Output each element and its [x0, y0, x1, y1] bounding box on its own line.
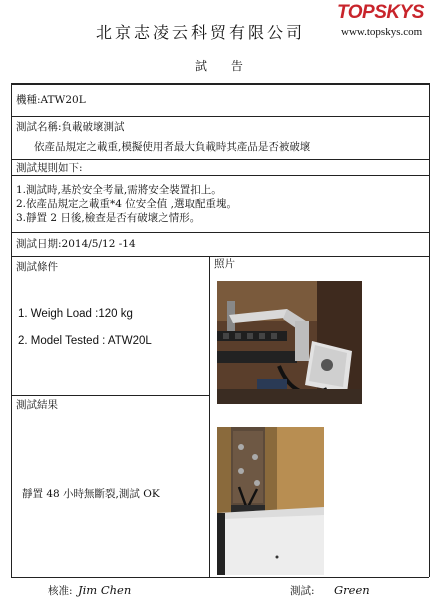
test-name-label: 測試名稱: [16, 121, 62, 133]
rule-top-double [11, 84, 429, 85]
rule-rules-bottom [11, 232, 429, 233]
rule-item-2: 2.依產品規定之載重*4 位安全值 ,選取配重塊。 [16, 198, 237, 210]
test-date-row [16, 238, 136, 251]
logo-wordmark: TOPSKYS [337, 2, 424, 23]
conditions-heading: 測試條件 [16, 261, 58, 273]
rule-rules-heading-bottom [11, 175, 429, 176]
rule-testname-bottom [11, 159, 429, 160]
model-row [16, 94, 86, 107]
approve-label: 核准: [48, 585, 73, 597]
model-label: 機種: [16, 94, 41, 106]
rule-middle [209, 256, 210, 577]
company-url: www.topskys.com [341, 26, 423, 38]
condition-item-1: 1. Weigh Load :120 kg [18, 308, 133, 320]
rules-heading: 測試規則如下: [16, 162, 83, 174]
test-name-value: 負載破壞測試 [61, 121, 125, 133]
rule-left [11, 83, 12, 577]
result-text: 靜置 48 小時無斷裂,測試 OK [22, 488, 160, 500]
tester-label: 測試: [290, 585, 315, 597]
company-name: 北京志凌云科贸有限公司 [96, 23, 306, 42]
model-value: ATW20L [40, 94, 86, 106]
topskys-logo [337, 2, 435, 42]
test-date-value: 2014/5/12 -14 [61, 238, 136, 250]
report-title: 試 告 [195, 59, 253, 73]
test-photo-load [217, 427, 324, 575]
rule-item-3: 3.靜置 2 日後,檢查是否有破壞之情形。 [16, 212, 201, 224]
test-description: 依產品規定之載重,模擬使用者最大負載時其產品是否被破壞 [34, 141, 311, 153]
rule-model-bottom [11, 116, 429, 117]
test-date-label: 測試日期: [16, 238, 62, 250]
test-photo-arm [217, 281, 362, 404]
photos-heading: 照片 [214, 258, 235, 270]
rule-table-bottom [11, 577, 429, 578]
result-heading: 測試結果 [16, 399, 58, 411]
test-name-row [16, 121, 125, 134]
rule-date-bottom [11, 256, 429, 257]
tester-signature: Green [334, 583, 370, 597]
approve-signature: Jim Chen [78, 583, 132, 597]
rule-item-1: 1.測試時,基於安全考量,需將安全裝置扣上。 [16, 184, 222, 196]
rule-conditions-bottom [11, 395, 209, 396]
condition-item-2: 2. Model Tested : ATW20L [18, 335, 152, 347]
rule-right [429, 83, 430, 577]
